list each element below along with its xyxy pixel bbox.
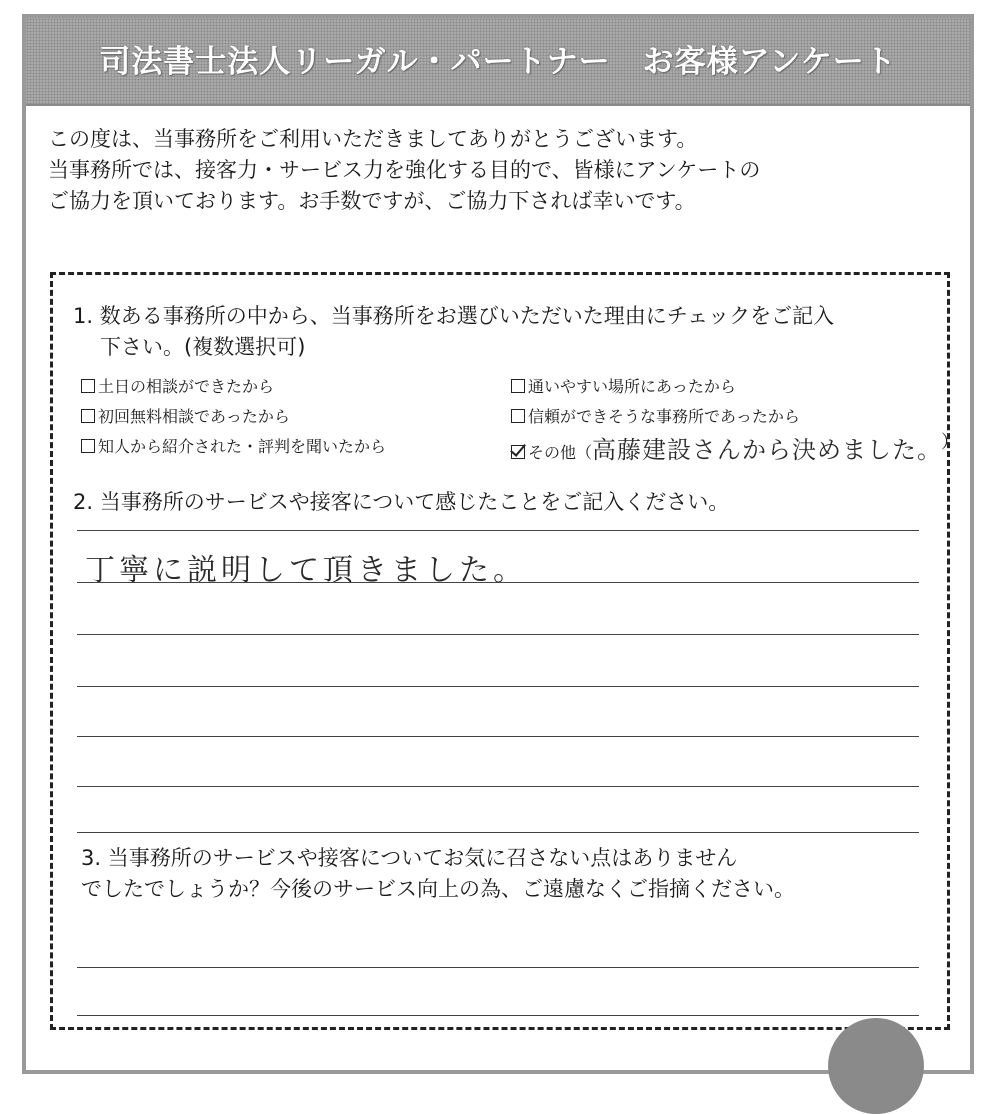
option-other[interactable] [511, 430, 959, 465]
page-title: 司法書士法人リーガル・パートナー お客様アンケート [99, 44, 897, 80]
option-label: 知人から紹介された・評判を聞いたから [98, 437, 387, 456]
question-1 [73, 301, 943, 363]
question-3-line2: でしたでしょうか？今後のサービス向上の為、ご遠慮なくご指摘ください。 [81, 877, 795, 901]
checkbox-icon[interactable] [81, 439, 95, 453]
question-3-line1: 3. 当事務所のサービスや接客についてお気に召さない点はありません [81, 846, 738, 870]
checkbox-icon[interactable] [511, 379, 525, 393]
option-label: 信頼ができそうな事務所であったから [528, 407, 800, 426]
question-2-handwritten-answer[interactable]: 丁寧に説明して頂きました。 [85, 553, 527, 588]
intro-line: ご協力を頂いております。お手数ですが、ご協力下されば幸いです。 [48, 189, 696, 213]
option-referral-reputation[interactable] [81, 434, 386, 457]
intro-text [48, 124, 928, 217]
question-2: 2. 当事務所のサービスや接客について感じたことをご記入ください。 [73, 490, 730, 514]
question-1-line2: 下さい。(複数選択可) [100, 335, 306, 359]
answer-line[interactable] [77, 1015, 919, 1016]
question-3 [81, 843, 921, 905]
option-convenient-location[interactable] [511, 374, 736, 397]
intro-line: 当事務所では、接客力・サービス力を強化する目的で、皆様にアンケートの [48, 158, 761, 182]
other-handwritten-answer[interactable]: 高藤建設さんから決めました。 [592, 436, 943, 464]
option-weekend-consultation[interactable] [81, 374, 274, 397]
question-1-line1: 1. 数ある事務所の中から、当事務所をお選びいただいた理由にチェックをご記入 [73, 304, 835, 328]
option-label: 土日の相談ができたから [98, 377, 275, 396]
other-close-paren: ） [941, 432, 959, 453]
option-free-first-consultation[interactable] [81, 404, 290, 427]
questions-box [50, 272, 959, 1030]
survey-sheet [22, 14, 974, 1074]
answer-line[interactable] [77, 832, 919, 833]
option-label: 通いやすい場所にあったから [528, 377, 736, 396]
answer-line[interactable] [77, 582, 919, 583]
answer-line[interactable] [77, 967, 919, 968]
option-trustworthy-office[interactable] [511, 404, 800, 427]
checkbox-checked-icon[interactable] [511, 445, 525, 459]
option-label: 初回無料相談であったから [98, 407, 290, 426]
intro-line: この度は、当事務所をご利用いただきましてありがとうございます。 [48, 127, 698, 151]
answer-line[interactable] [77, 786, 919, 787]
option-label: その他（ [528, 443, 593, 462]
header-banner [26, 18, 970, 106]
answer-line[interactable] [77, 736, 919, 737]
checkbox-icon[interactable] [511, 409, 525, 423]
circle-seal-mark [828, 1018, 924, 1114]
checkbox-icon[interactable] [81, 409, 95, 423]
answer-line[interactable] [77, 530, 919, 531]
answer-line[interactable] [77, 634, 919, 635]
checkbox-icon[interactable] [81, 379, 95, 393]
answer-line[interactable] [77, 686, 919, 687]
